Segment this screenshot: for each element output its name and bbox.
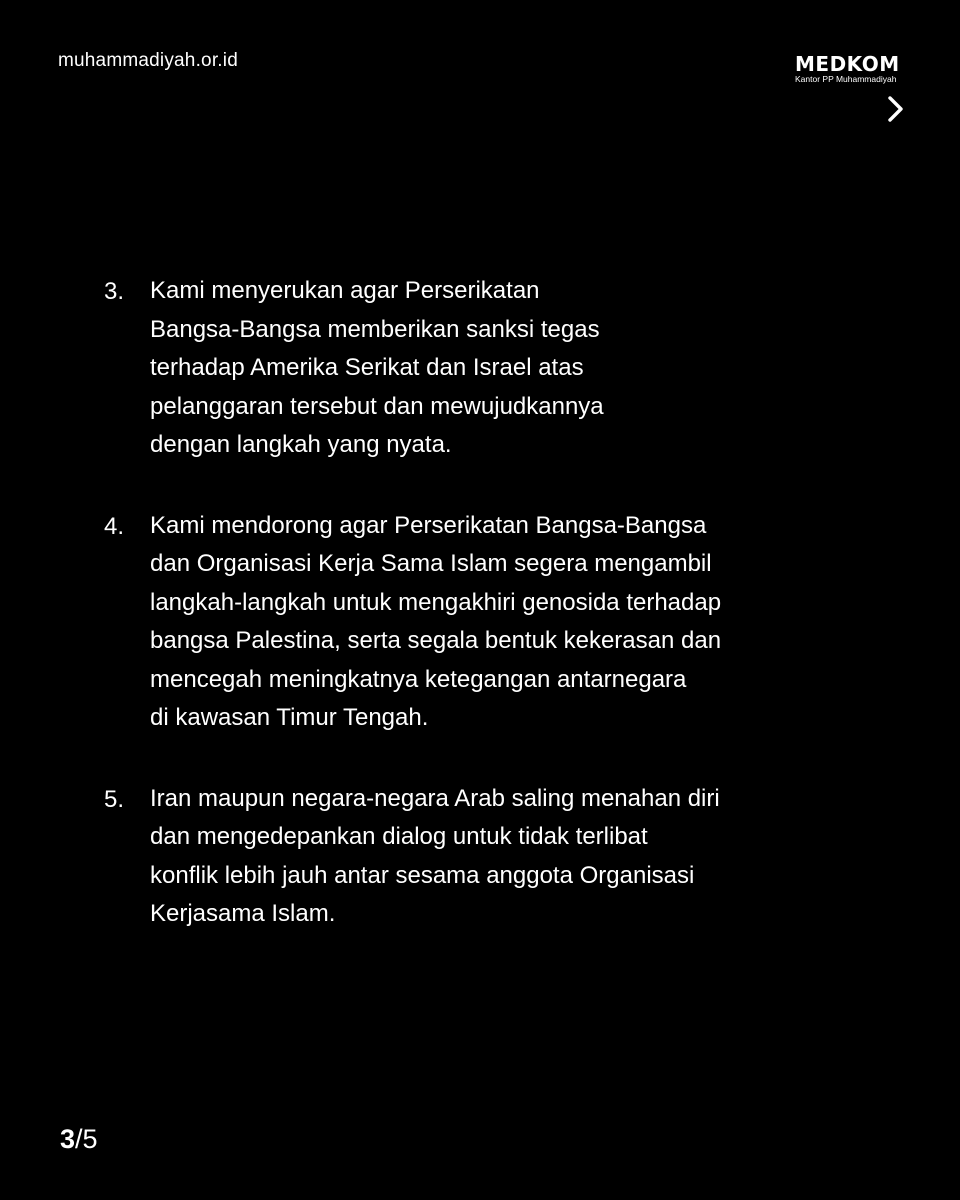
item-text: Kami menyerukan agar Perserikatan Bangsa-Bangsa memberikan sanksi tegas terhadap Amerika Serikat dan Israel atas pelanggaran tersebut dan mewujudkannya dengan langkah yang nyata. xyxy=(150,277,604,458)
page-total: 5 xyxy=(82,1124,98,1154)
page-current: 3 xyxy=(60,1124,76,1154)
list-item xyxy=(104,272,904,465)
item-text: Kami mendorong agar Perserikatan Bangsa-Bangsa dan Organisasi Kerja Sama Islam segera mengambil langkah-langkah untuk mengakhiri genosida terhadap bangsa Palestina, serta segala bentuk kekerasan dan mencegah meningkatnya ketegangan antarnegara di kawasan Timur Tengah. xyxy=(150,511,722,731)
brand-logo xyxy=(795,54,903,84)
statement-list xyxy=(104,272,904,976)
brand-subtitle: Kantor PP Muhammadiyah xyxy=(795,74,897,84)
site-url: muhammadiyah.or.id xyxy=(58,50,238,71)
brand-name: MEDKOM xyxy=(795,52,900,76)
item-number: 5. xyxy=(104,785,125,813)
item-number: 3. xyxy=(104,278,125,305)
page-separator: / xyxy=(75,1124,83,1154)
list-item xyxy=(104,780,904,934)
page-indicator xyxy=(60,1124,98,1155)
list-item xyxy=(104,507,904,738)
chevron-right-icon[interactable] xyxy=(884,92,908,126)
item-number: 4. xyxy=(104,512,125,540)
item-text: Iran maupun negara-negara Arab saling menahan diri dan mengedepankan dialog untuk tidak terlibat konflik lebih jauh antar sesama anggota Organisasi Kerjasama Islam. xyxy=(150,784,720,927)
